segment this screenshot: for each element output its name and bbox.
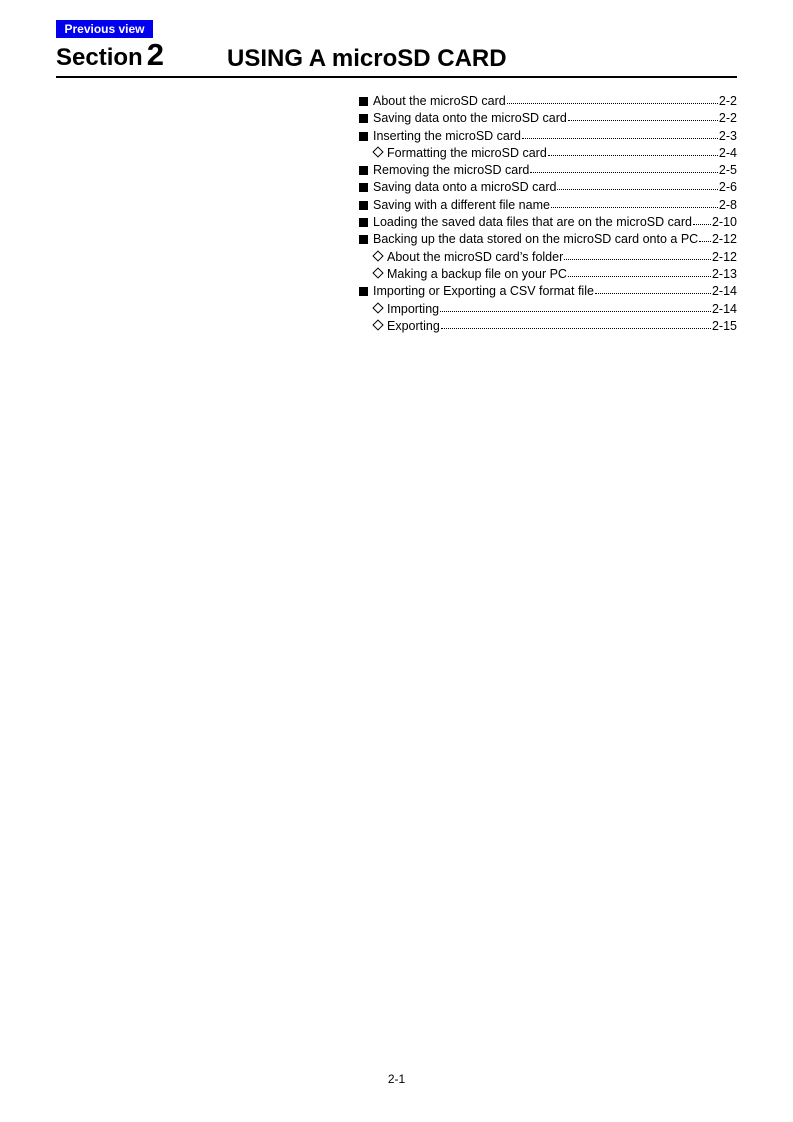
toc-entry-page: 2-2 [718,94,737,108]
toc-entry-page: 2-12 [711,249,737,264]
toc-entry[interactable] [359,93,737,110]
table-of-contents [359,93,737,335]
toc-entry[interactable] [359,162,737,179]
square-bullet-icon [359,110,373,127]
diamond-bullet-icon [373,318,387,335]
toc-entry-label: Formatting the microSD card [387,145,547,160]
toc-entry-page: 2-2 [718,111,737,126]
dot-leader [693,214,711,226]
toc-entry-label: About the microSD card’s folder [387,249,564,264]
dot-leader [522,128,718,140]
square-bullet-icon [359,283,373,300]
toc-entry-label: Loading the saved data files that are on the microSD card [373,215,692,230]
toc-entry-label: Backing up the data stored on the microSD card onto a PC [373,232,699,247]
diamond-bullet-icon [373,249,387,266]
page-number: 2-1 [387,1072,406,1086]
dot-leader [507,93,718,105]
toc-entry[interactable] [359,110,737,127]
square-bullet-icon [359,179,373,196]
section-header [56,37,737,78]
toc-entry[interactable] [359,283,737,300]
toc-entry-page: 2-15 [711,318,737,333]
dot-leader [530,162,718,174]
dot-leader [568,266,711,278]
square-bullet-icon [359,93,373,110]
toc-entry[interactable] [359,249,737,266]
diamond-bullet-icon [373,266,387,283]
toc-entry-page: 2-4 [718,145,737,160]
toc-entry-page: 2-6 [718,180,737,195]
toc-entry[interactable] [359,179,737,196]
square-bullet-icon [359,214,373,231]
square-bullet-icon [359,231,373,248]
toc-entry[interactable] [359,318,737,335]
toc-entry-page: 2-3 [718,128,737,143]
section-number: 2 [146,37,164,72]
toc-entry-label: Saving data onto the microSD card [373,111,567,126]
toc-entry[interactable] [359,197,737,214]
diamond-bullet-icon [373,145,387,162]
toc-entry-page: 2-13 [711,266,737,281]
toc-entry-label: Removing the microSD card [373,163,530,178]
toc-entry-page: 2-5 [718,163,737,178]
dot-leader [548,145,718,157]
toc-entry-page: 2-14 [711,301,737,316]
toc-entry-label: Exporting [387,318,440,333]
toc-entry-label: Saving with a different file name [373,197,550,212]
toc-entry-page: 2-8 [718,197,737,212]
toc-entry-label: About the microSD card [373,94,506,108]
dot-leader [551,197,718,209]
toc-entry-label: Importing or Exporting a CSV format file [373,284,594,299]
toc-entry-label: Importing [387,301,440,316]
dot-leader [568,110,718,122]
toc-entry-page: 2-12 [711,232,737,247]
previous-view-button[interactable]: Previous view [56,20,153,38]
dot-leader [440,301,711,313]
dot-leader [557,179,717,191]
toc-entry-label: Saving data onto a microSD card [373,180,557,195]
square-bullet-icon [359,128,373,145]
toc-entry-label: Making a backup file on your PC [387,266,567,281]
toc-entry[interactable] [359,214,737,231]
square-bullet-icon [359,197,373,214]
toc-entry-page: 2-10 [711,215,737,230]
dot-leader [595,283,711,295]
diamond-bullet-icon [373,301,387,318]
toc-entry-label: Inserting the microSD card [373,128,521,143]
section-title: USING A microSD CARD [227,45,507,72]
dot-leader [564,249,711,261]
section-label [56,37,164,73]
toc-entry[interactable] [359,145,737,162]
square-bullet-icon [359,162,373,179]
section-word: Section [56,44,143,71]
toc-entry[interactable] [359,266,737,283]
dot-leader [699,231,711,243]
toc-entry-page: 2-14 [711,284,737,299]
toc-entry[interactable] [359,301,737,318]
toc-entry[interactable] [359,231,737,248]
dot-leader [441,318,711,330]
toc-entry[interactable] [359,128,737,145]
